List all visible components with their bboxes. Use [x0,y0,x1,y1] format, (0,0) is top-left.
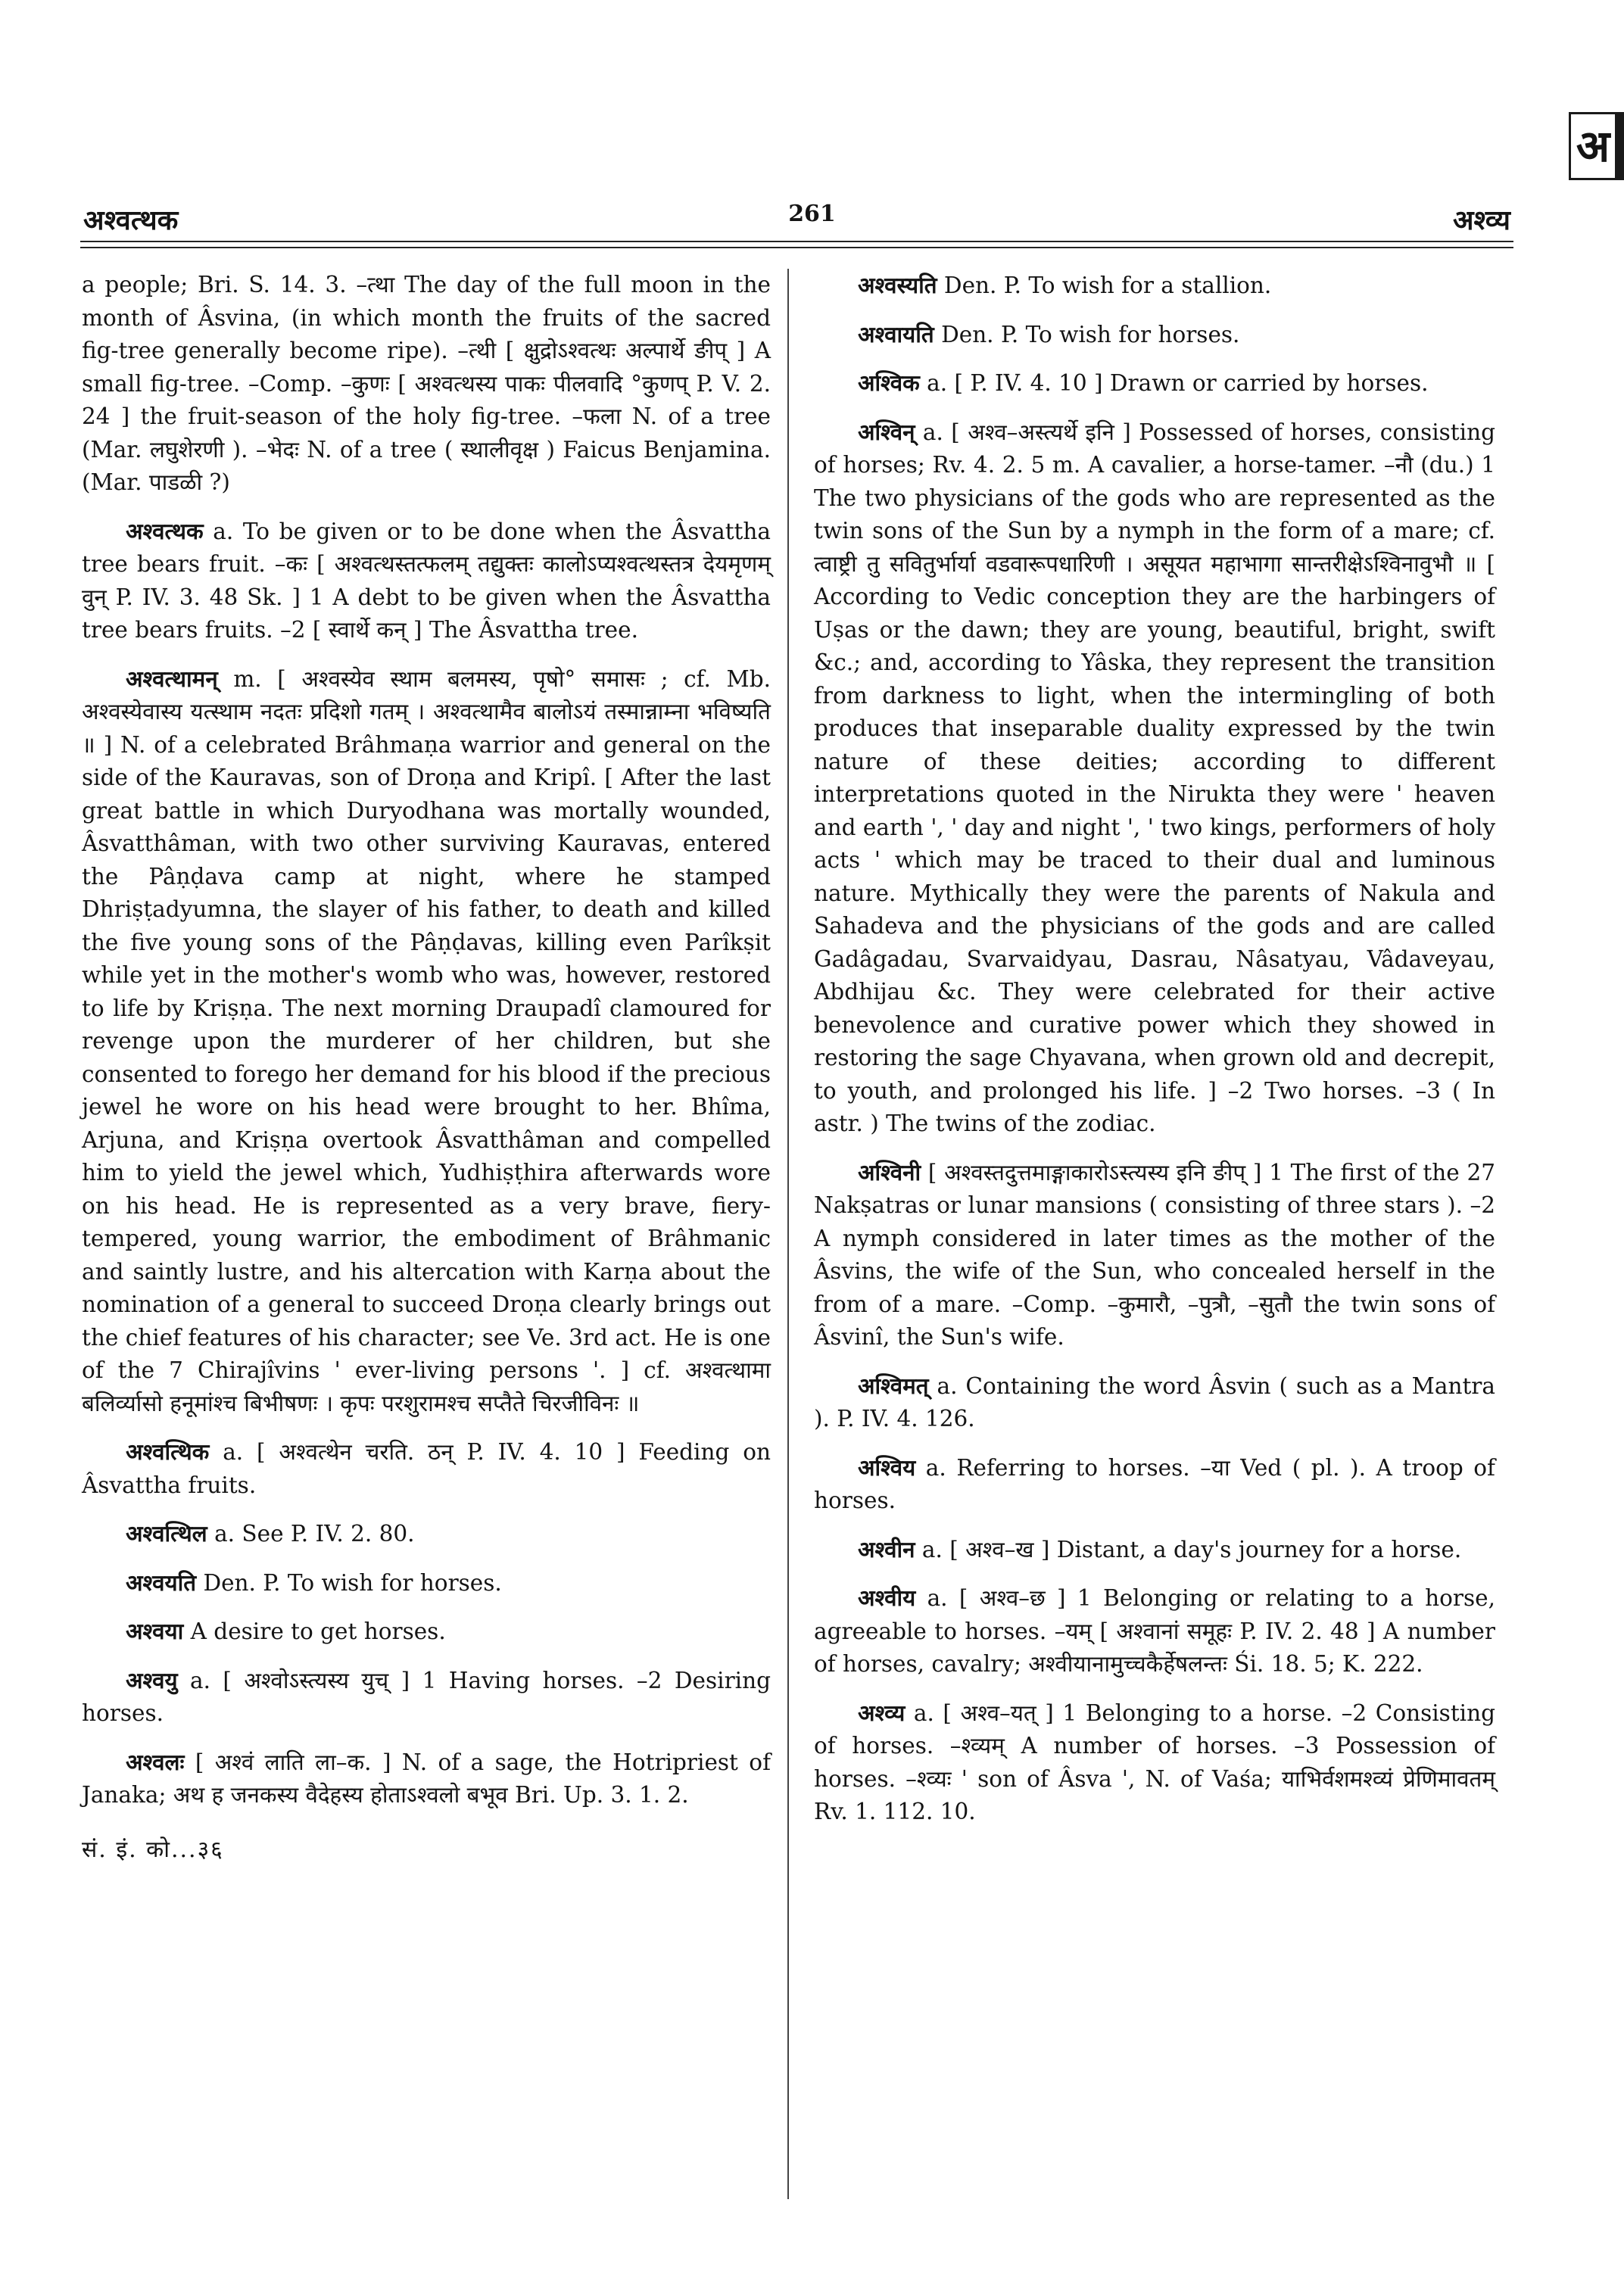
header-rule [80,241,1513,242]
entry-headword: अश्वयति [126,1569,197,1596]
entry-definition: a. To be given or to be done when the Âsvattha tree bears fruit. –कः [ अश्वत्थस्तत्फलम् तद्युक्तः कालोऽप्यश्वत्थस्तत्र देयमृणम् वुन् P. IV. 3. 48 Sk. ] 1 A debt to be given when the Âsvattha tree bears fruits. –2 [ स्वार्थे कन् ] The Âsvattha tree. [82,518,771,643]
left-column [82,269,771,1866]
entry-headword: अश्विनी [858,1158,921,1185]
entry-headword: अश्वत्थिक [126,1438,210,1465]
entry-headword: अश्विन् [858,418,915,445]
dictionary-entry [814,1451,1495,1518]
entry-headword: अश्वीय [858,1584,916,1611]
dictionary-entry [814,1696,1495,1829]
entry-definition: Den. P. To wish for horses. [941,321,1240,347]
entry-headword: अश्वलः [126,1748,185,1775]
entry-headword: अश्वयु [126,1666,178,1693]
entry-headword: अश्व्य [858,1699,906,1726]
entry-definition: [ अश्वस्तदुत्तमाङ्गाकारोऽस्त्यस्य इनि ङीप् ] 1 The first of the 27 Nakṣatras or lunar mansions ( consisting of three stars ). –2 A nymph considered in later times as the mother of the Âsvins, the wife of the Sun, who concealed herself in the from of a mare. –Comp. –कुमारौ, –पुत्रौ, –सुतौ the twin sons of Âsvinî, the Sun's wife. [814,1159,1495,1350]
entry-headword: अश्वायति [858,320,934,347]
entry-headword: अश्वत्थक [126,517,204,544]
entry-headword: अश्वीन [858,1535,915,1562]
right-column [814,269,1495,1844]
entry-definition: a. [ P. IV. 4. 10 ] Drawn or carried by horses. [927,370,1429,396]
entry-definition: a. [ अश्व–यत् ] 1 Belonging to a horse. –2 Consisting of horses. –श्व्यम् A number of horses. –3 Possession of horses. –श्व्यः ' son of Âsva ', N. of Vaśa; याभिर्वशमश्व्यं प्रेणिमावतम् Rv. 1. 112. 10. [814,1699,1495,1824]
entry-headword: अश्वत्थामन् [126,665,218,692]
entry-definition: a. Containing the word Âsvin ( such as a Mantra ). P. IV. 4. 126. [814,1372,1495,1432]
entry-definition: a. [ अश्वत्थेन चरति. ठन् P. IV. 4. 10 ] Feeding on Âsvattha fruits. [82,1439,771,1498]
signature-mark: सं. इं. को...३६ [82,1836,224,1863]
entry-definition: a. [ अश्व–छ ] 1 Belonging or relating to a horse, agreeable to horses. –यम् [ अश्वानां समूहः P. IV. 2. 48 ] A number of horses, cavalry; अश्वीयानामुच्चकैर्हेषलन्तः Śi. 18. 5; K. 222. [814,1585,1495,1677]
left-guide-word: अश्वत्थक [83,204,179,236]
dictionary-entry [82,515,771,647]
dictionary-entry [814,416,1495,1141]
dictionary-entry [814,1533,1495,1567]
entry-definition: a. [ अश्व–अस्त्यर्थे इनि ] Possessed of horses, consisting of horses; Rv. 4. 2. 5 m. A cavalier, a horse-tamer. –नौ (du.) 1 The two physicians of the gods who are represented as the twin sons of the Sun by a nymph in the form of a mare; cf. त्वाष्ट्री तु सवितुर्भार्या वडवारूपधारिणी । असूयत महाभागा सान्तरीक्षेऽश्विनावुभौ ॥ [ According to Vedic conception they are the harbingers of Uṣas or the dawn; they are young, beautiful, bright, swift &c.; and, according to Yâska, they represent the transition from darkness to light, when the intermingling of both produces that inseparable duality expressed by the twin nature of these deities; according to different interpretations quoted in the Nirukta they were ' heaven and earth ', ' day and night ', ' two kings, performers of holy acts ' which may be traced to their dual and luminous nature. Mythically they were the parents of Nakula and Sahadeva and the physicians of the gods and are called Gadâgadau, Svarvaidyau, Dasrau, Nâsatyau, Vâdaveyau, Abdhijau &c. They were celebrated for their active benevolence and curative power which they showed in restoring the sage Chyavana, when grown old and decrepit, to youth, and prolonged his life. ] –2 Two horses. –3 ( In astr. ) The twins of the zodiac. [814,419,1495,1136]
dictionary-entry [82,1664,771,1731]
dictionary-entry [814,1581,1495,1681]
entry-headword: अश्विय [858,1453,916,1481]
entry-definition: Den. P. To wish for horses. [203,1569,502,1596]
dictionary-entry [814,366,1495,400]
column-divider [787,269,789,2199]
dictionary-entry [82,1517,771,1551]
dictionary-entry [814,318,1495,352]
entry-definition: [ अश्वं लाति ला–क. ] N. of a sage, the Hotripriest of Janaka; अथ ह जनकस्य वैदेहस्य होताऽश्वलो बभूव Bri. Up. 3. 1. 2. [82,1749,771,1808]
entry-definition: m. [ अश्वस्येव स्थाम बलमस्य, पृषो° समासः ; cf. Mb. अश्वस्येवास्य यत्स्थाम नदतः प्रदिशो गतम् । अश्वत्थामैव बालोऽयं तस्मान्नाम्ना भविष्यति ॥ ] N. of a celebrated Brâhmaṇa warrior and general on the side of the Kauravas, son of Droṇa and Kripî. [ After the last great battle in which Duryodhana was mortally wounded, Âsvatthâman, with two other surviving Kauravas, entered the Pâṇḍava camp at night, where he stamped Dhriṣṭadyumna, the slayer of his father, to death and killed the five young sons of the Pâṇḍavas, killing even Parîkṣit while yet in the mother's womb who was, however, restored to life by Kriṣṇa. The next morning Draupadî clamoured for revenge upon the murderer of her children, but she consented to forego her demand for his blood if the precious jewel he wore on his head were brought to her. Bhîma, Arjuna, and Kriṣṇa overtook Âsvatthâman and compelled him to yield the jewel which, Yudhiṣṭhira afterwards wore on his head. He is represented as a very brave, fiery-tempered, young warrior, the embodiment of Brâhmanic and saintly lustre, and his altercation with Karṇa about the nomination of a general to succeed Droṇa clearly brings out the chief features of his character; see Ve. 3rd act. He is one of the 7 Chirajîvins ' ever-living persons '. ] cf. अश्वत्थामा बलिर्व्यासो हनूमांश्च बिभीषणः । कृपः परशुरामश्च सप्तैते चिरजीविनः ॥ [82,665,771,1416]
dictionary-entry [82,1615,771,1649]
dictionary-entry [814,1369,1495,1436]
thumb-index-tab [1613,112,1624,180]
dictionary-entry [82,662,771,1421]
entry-definition: a. [ अश्वोऽस्त्यस्य युच् ] 1 Having horses. –2 Desiring horses. [82,1667,771,1726]
dictionary-entry [82,1435,771,1502]
dictionary-entry [82,1746,771,1812]
thumb-index-letter: अ [1569,112,1615,180]
entry-headword: अश्वत्थिल [126,1520,207,1547]
entry-headword: अश्वस्यति [858,272,937,298]
entry-headword: अश्वया [126,1618,184,1644]
header-rule [80,247,1513,248]
entry-headword: अश्विमत् [858,1372,929,1399]
entry-definition: a. See P. IV. 2. 80. [214,1521,415,1547]
entry-definition: a. [ अश्व–ख ] Distant, a day's journey for a horse. [921,1536,1462,1562]
dictionary-entry [814,269,1495,303]
dictionary-entry [814,1156,1495,1354]
dictionary-entry [82,1566,771,1600]
page-number: 261 [788,201,836,227]
entry-headword: अश्विक [858,369,920,396]
dictionary-entry [82,269,771,500]
entry-definition: Den. P. To wish for a stallion. [943,273,1272,298]
entry-definition: A desire to get horses. [190,1618,446,1644]
right-guide-word: अश्व्य [1453,204,1510,236]
entry-definition: a. Referring to horses. –या Ved ( pl. ). A troop of horses. [814,1454,1495,1513]
entry-definition: a people; Bri. S. 14. 3. –त्था The day of the full moon in the month of Âsvina, (in which month the fruits of the sacred fig-tree generally become ripe). –त्थी [ क्षुद्रोऽश्वत्थः अल्पार्थे ङीप् ] A small fig-tree. –Comp. –कुणः [ अश्वत्थस्य पाकः पीलवादि °कुणप् P. V. 2. 24 ] the fruit-season of the holy fig-tree. –फला N. of a tree (Mar. लघुशेरणी ). –भेदः N. of a tree ( स्थालीवृक्ष ) Faicus Benjamina. (Mar. पाडळी ?) [82,272,771,495]
